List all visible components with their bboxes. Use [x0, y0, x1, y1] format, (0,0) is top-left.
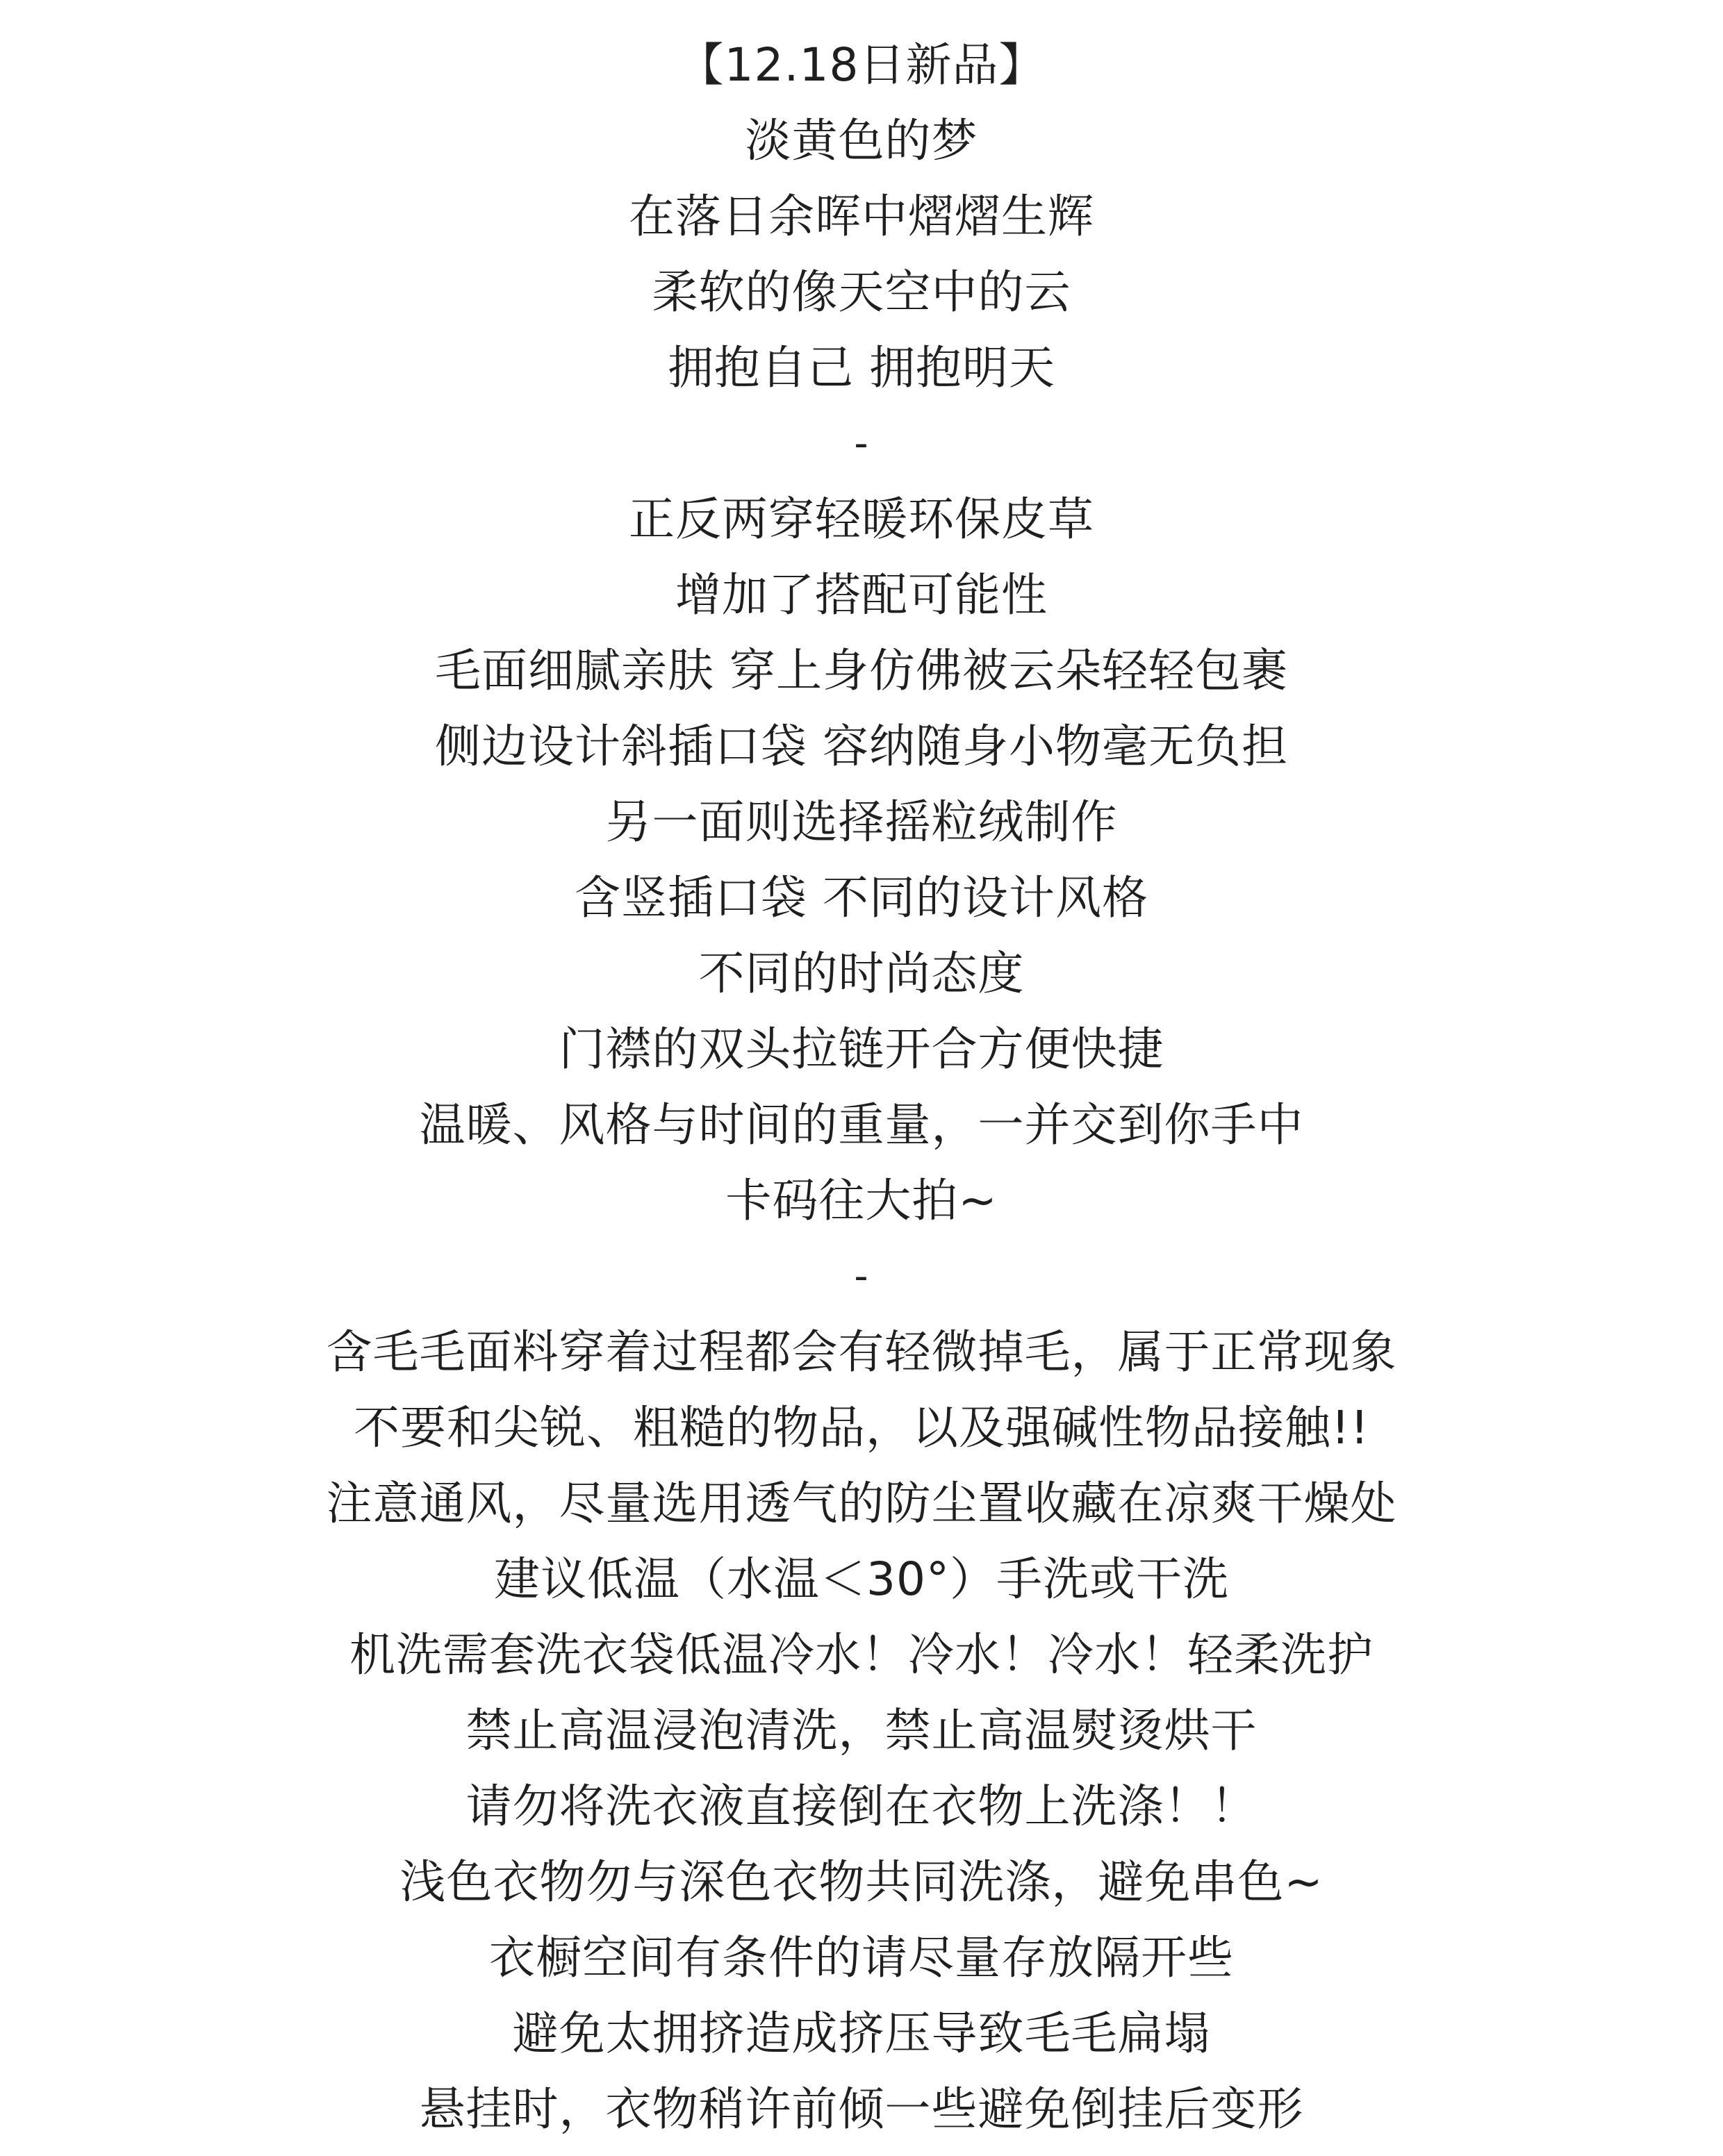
- feature-line: 含竖插口袋 不同的设计风格: [575, 871, 1148, 924]
- poem-line: 在落日余晖中熠熠生辉: [629, 190, 1094, 243]
- feature-line: 温暖、风格与时间的重量，一并交到你手中: [419, 1098, 1304, 1152]
- section-separator: -: [854, 421, 869, 466]
- feature-line: 侧边设计斜插口袋 容纳随身小物毫无负担: [435, 720, 1288, 773]
- section-separator: -: [854, 1254, 869, 1299]
- title-heading: 【12.18日新品】: [677, 38, 1046, 92]
- care-line: 避免太拥挤造成挤压导致毛毛扁塌: [512, 2007, 1211, 2060]
- feature-line: 正反两穿轻暖环保皮草: [629, 492, 1094, 546]
- care-line: 禁止高温浸泡清洗，禁止高温熨烫烘干: [465, 1704, 1258, 1757]
- feature-line: 增加了搭配可能性: [675, 568, 1048, 622]
- feature-line: 不同的时尚态度: [698, 947, 1025, 1000]
- feature-line: 毛面细腻亲肤 穿上身仿佛被云朵轻轻包裹: [435, 644, 1288, 697]
- care-line: 注意通风，尽量选用透气的防尘置收藏在凉爽干燥处: [326, 1477, 1397, 1530]
- feature-line: 卡码往大拍~: [725, 1174, 998, 1227]
- care-line: 衣橱空间有条件的请尽量存放隔开些: [489, 1931, 1234, 1984]
- care-line: 浅色衣物勿与深色衣物共同洗涤，避免串色~: [399, 1855, 1324, 1909]
- care-line: 含毛毛面料穿着过程都会有轻微掉毛，属于正常现象: [326, 1325, 1397, 1379]
- care-line: 请勿将洗衣液直接倒在衣物上洗涤！！: [465, 1780, 1258, 1833]
- feature-line: 另一面则选择摇粒绒制作: [605, 795, 1118, 849]
- poem-line: 淡黄色的梦: [745, 114, 978, 167]
- poem-line: 柔软的像天空中的云: [652, 265, 1071, 319]
- feature-line: 门襟的双头拉链开合方便快捷: [559, 1022, 1164, 1076]
- care-line: 悬挂时，衣物稍许前倾一些避免倒挂后变形: [419, 2082, 1304, 2136]
- care-line: 建议低温（水温＜30°）手洗或干洗: [494, 1552, 1229, 1606]
- care-line: 机洗需套洗衣袋低温冷水！冷水！冷水！轻柔洗护: [349, 1628, 1374, 1682]
- care-line: 不要和尖锐、粗糙的物品，以及强碱性物品接触!!: [354, 1401, 1369, 1454]
- poem-line: 拥抱自己 拥抱明天: [668, 341, 1055, 395]
